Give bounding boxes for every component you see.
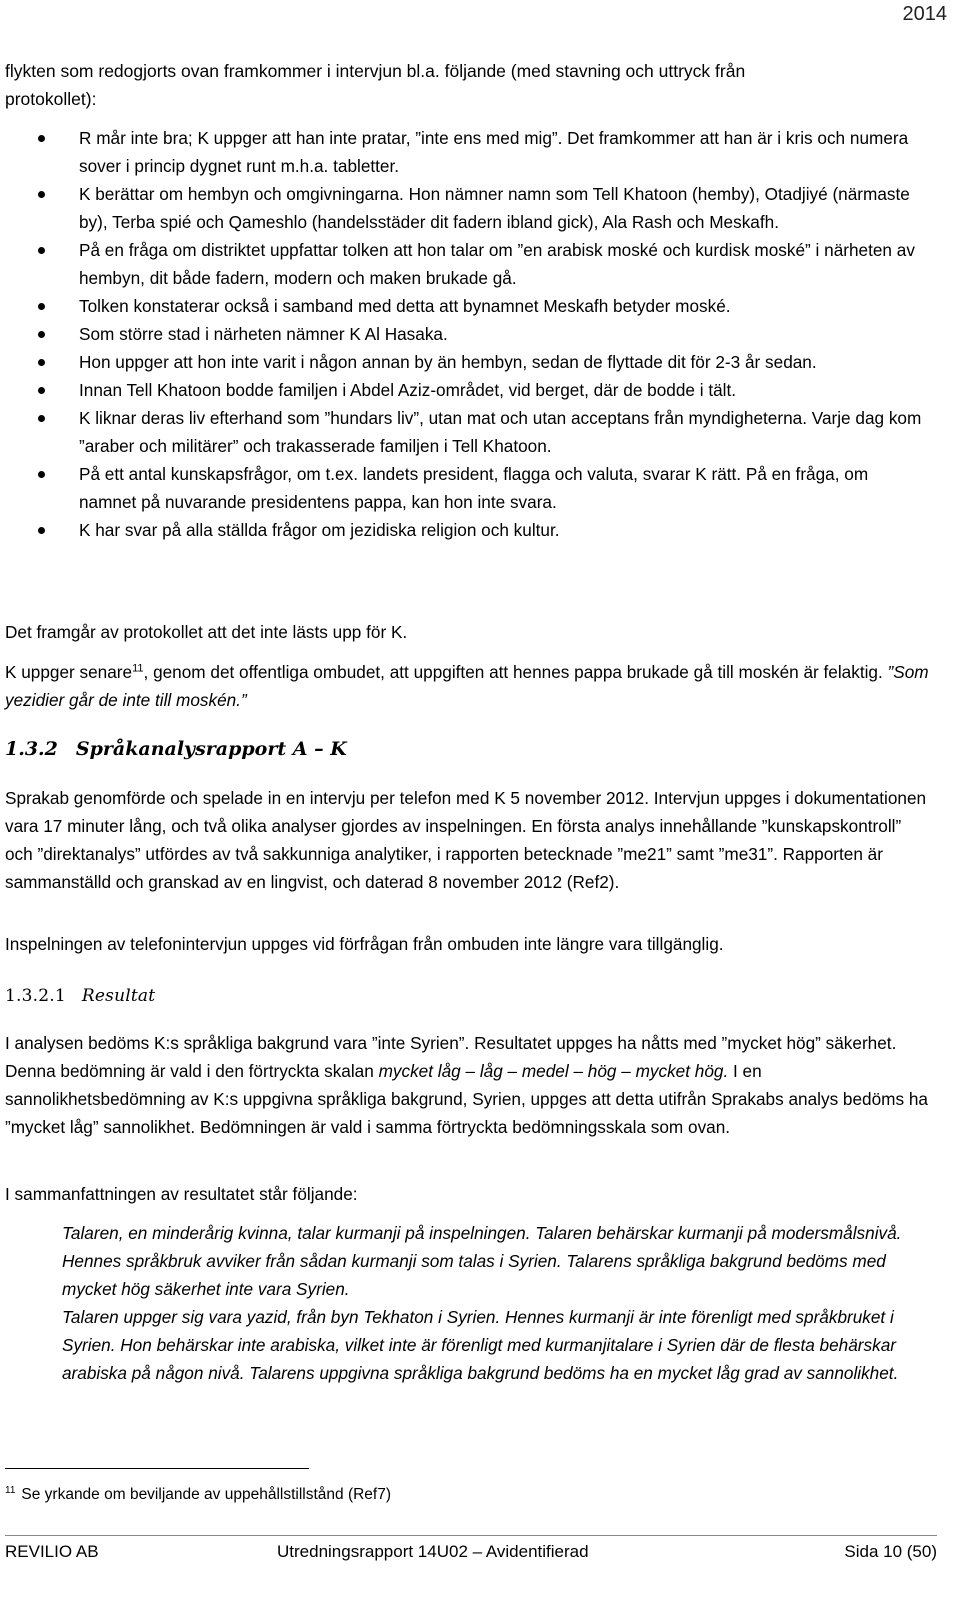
page-footer [5,1542,937,1572]
paragraph-not-read: Det framgår av protokollet att det inte lästs upp för K. [5,622,408,642]
paragraph-recording: Inspelningen av telefonintervjun uppges vid förfrågan från ombuden inte längre vara tillgänglig. [5,934,724,954]
intro-paragraph [5,57,925,113]
bullet-icon [38,415,45,422]
summary-quote-2: Talaren uppger sig vara yazid, från byn Tekhaton i Syrien. Hennes kurmanji är inte förenligt med språkbruket i Syrien. Hon behärskar inte arabiska, vilket inte är förenligt med kurmanjitalare i Syrien där de flesta behärskar arabiska på någon nivå. Talarens uppgivna språkliga bakgrund bedöms ha en mycket låg grad av sannolikhet. [62,1307,899,1383]
bullet-icon [38,191,45,198]
list-item: Tolken konstaterar också i samband med detta att bynamnet Meskafh betyder moské. [5,292,925,320]
bullet-icon [38,135,45,142]
footer-company: REVILIO AB [5,1542,99,1561]
list-item: Som större stad i närheten nämner K Al Hasaka. [5,320,925,348]
footer-report-title: Utredningsrapport 14U02 – Avidentifierad [277,1542,589,1561]
paragraph-later-statement: K uppger senare$^{11}$, genom det offentliga ombudet, att uppgiften att hennes pappa brukade gå till moskén är felaktig. ”Som yezidier går de inte till moskén.” [5,662,929,710]
footnote-text: Se yrkande om beviljande av uppehållstillstånd (Ref7) [21,1486,392,1504]
bullet-icon [38,387,45,394]
interview-bullet-list [5,124,925,544]
list-item: K liknar deras liv efterhand som ”hundars liv”, utan mat och utan acceptans från myndigheterna. Varje dag kom ”araber och militärer” och trakasserade familjen i Tell Khatoon. [5,404,925,460]
assessment-scale: mycket låg – låg – medel – hög – mycket hög. [378,1061,729,1081]
bullet-icon [38,331,45,338]
bullet-icon [38,527,45,534]
header-year: 2014 [902,3,947,25]
list-item: På ett antal kunskapsfrågor, om t.ex. landets president, flagga och valuta, svarar K rätt. På en fråga, om namnet på nuvarande presidentens pappa, kan hon inte svara. [5,460,925,516]
footnote-reference[interactable]: 11 [132,662,144,675]
footnote-divider [5,1468,309,1469]
footer-divider [5,1535,937,1536]
footnote-number: 11 [5,1485,16,1496]
list-item: K har svar på alla ställda frågor om jezidiska religion och kultur. [5,516,925,544]
paragraph-summary-intro: I sammanfattningen av resultatet står följande: [5,1184,358,1204]
bullet-icon [38,471,45,478]
list-item: R mår inte bra; K uppger att han inte pratar, ”inte ens med mig”. Det framkommer att han är i kris och numera sover i princip dygnet runt m.h.a. tabletter. [5,124,925,180]
section-heading-1-3-2-1: 1.3.2.1 Resultat [5,986,156,1006]
list-item: Innan Tell Khatoon bodde familjen i Abdel Aziz-området, vid berget, där de bodde i tält. [5,376,925,404]
list-item: På en fråga om distriktet uppfattar tolken att hon talar om ”en arabisk moské och kurdisk moské” i närheten av hembyn, dit både fadern, modern och maken brukade gå. [5,236,925,292]
list-item: K berättar om hembyn och omgivningarna. Hon nämner namn som Tell Khatoon (hemby), Otadjiyé (närmaste by), Terba spié och Qameshlo (handelsstäder dit fadern ibland gick), Ala Rash och Meskafh. [5,180,925,236]
paragraph-result: I analysen bedöms K:s språkliga bakgrund vara ”inte Syrien”. Resultatet uppges ha nåtts med ”mycket hög” säkerhet. Denna bedömning är vald i den förtryckta skalan mycket låg – låg – medel – hög – mycket hög. I en sannolikhetsbedömning av K:s uppgivna språkliga bakgrund, Syrien, uppges att detta utifrån Sprakabs analys bedöms ha ”mycket låg” sannolikhet. Bedömningen är vald i samma förtryckta bedömningsskala som ovan. [5,1033,928,1137]
bullet-icon [38,303,45,310]
bullet-icon [38,247,45,254]
footnote [5,1485,391,1504]
intro-line-2: protokollet): [5,89,97,109]
document-page [5,0,947,1608]
quoted-statement: ”Som yezidier går de inte till moskén.” [5,662,929,710]
intro-line-1: flykten som redogjorts ovan framkommer i intervjun bl.a. följande (med stavning och uttryck från [5,61,746,81]
list-item: Hon uppger att hon inte varit i någon annan by än hembyn, sedan de flyttade dit för 2-3 år sedan. [5,348,925,376]
section-heading-1-3-2: 1.3.2 Språkanalysrapport A – K [5,738,347,760]
footer-page-number: Sida 10 (50) [844,1542,937,1561]
paragraph-sprakab: Sprakab genomförde och spelade in en intervju per telefon med K 5 november 2012. Intervjun uppges i dokumentationen vara 17 minuter lång, och två olika analyser gjordes av inspelningen. En första analys innehållande ”kunskapskontroll” och ”direktanalys” utfördes av två sakkunniga analytiker, i rapporten betecknade ”me21” samt ”me31”. Rapporten är sammanställd och granskad av en lingvist, och daterad 8 november 2012 (Ref2). [5,788,927,892]
summary-quote-1: Talaren, en minderårig kvinna, talar kurmanji på inspelningen. Talaren behärskar kurmanji på modersmålsnivå. Hennes språkbruk avviker från sådan kurmanji som talas i Syrien. Talarens språkliga bakgrund bedöms med mycket hög säkerhet inte vara Syrien. [62,1223,902,1299]
bullet-icon [38,359,45,366]
